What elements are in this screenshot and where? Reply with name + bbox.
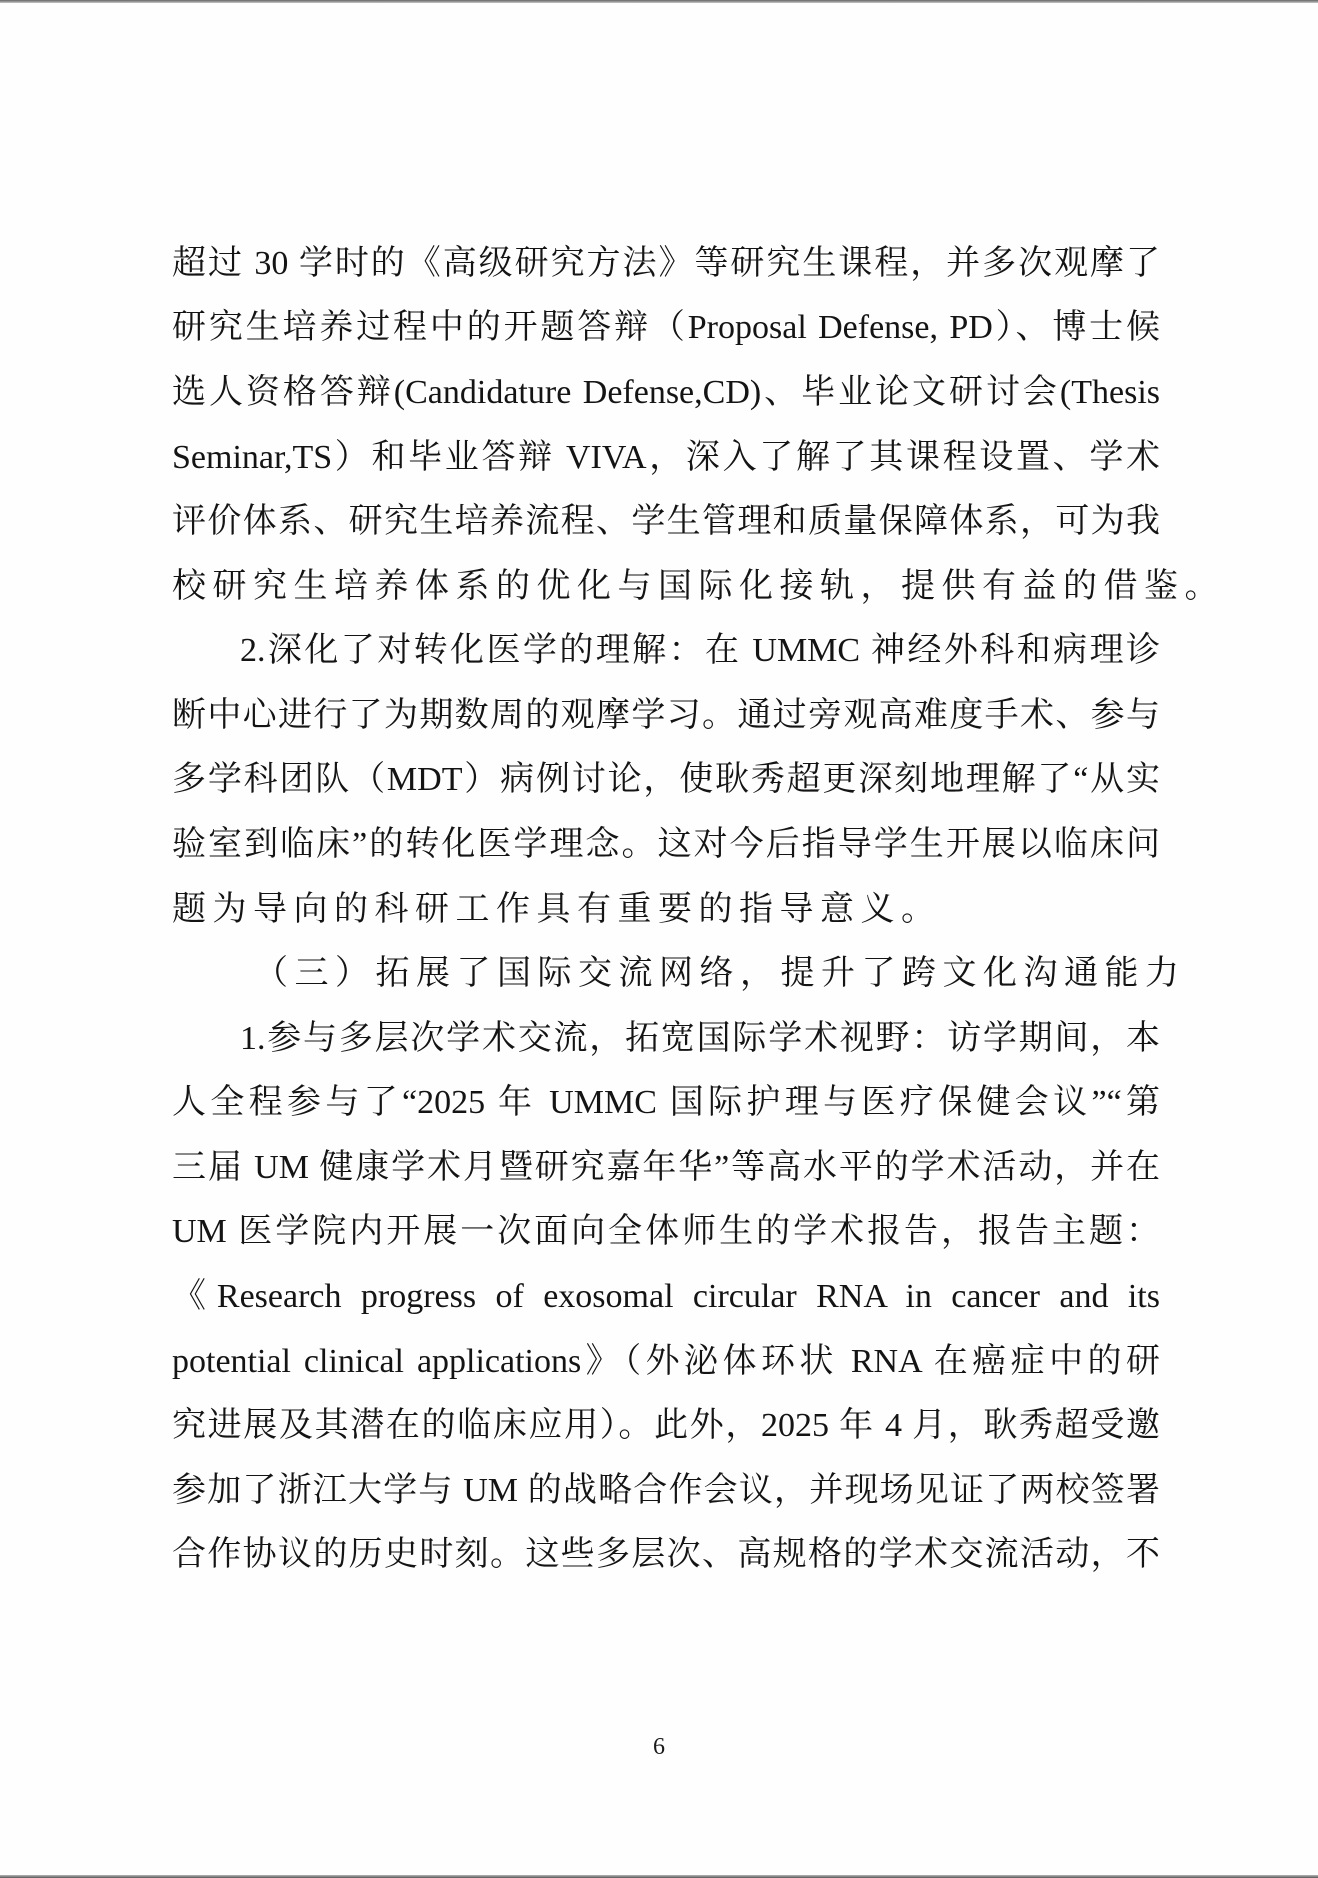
paragraph-first-line: 1.参与多层次学术交流，拓宽国际学术视野：访学期间，本 bbox=[240, 1020, 1160, 1057]
text-line: 三届 UM 健康学术月暨研究嘉年华”等高水平的学术活动，并在 bbox=[172, 1149, 1160, 1186]
text-line: 《Research progress of exosomal circular RNA in cancer and its bbox=[172, 1278, 1160, 1315]
page-number: 6 bbox=[653, 1734, 665, 1760]
text-line: 多学科团队（MDT）病例讨论，使耿秀超更深刻地理解了“从实 bbox=[172, 761, 1160, 798]
text-line: Seminar,TS）和毕业答辩 VIVA，深入了解了其课程设置、学术 bbox=[172, 439, 1160, 476]
text-line: 选人资格答辩(Candidature Defense,CD)、毕业论文研讨会(Thesis bbox=[172, 374, 1160, 411]
text-line: 评价体系、研究生培养流程、学生管理和质量保障体系，可为我 bbox=[172, 503, 1160, 540]
paragraph-first-line: 2.深化了对转化医学的理解：在 UMMC 神经外科和病理诊 bbox=[240, 632, 1160, 669]
text-line: 研究生培养过程中的开题答辩（Proposal Defense, PD）、博士候 bbox=[172, 309, 1160, 346]
text-line: 参加了浙江大学与 UM 的战略合作会议，并现场见证了两校签署 bbox=[172, 1472, 1160, 1509]
text-line: 超过 30 学时的《高级研究方法》等研究生课程，并多次观摩了 bbox=[172, 245, 1160, 282]
text-line: 断中心进行了为期数周的观摩学习。通过旁观高难度手术、参与 bbox=[172, 697, 1160, 734]
section-heading: （三）拓展了国际交流网络，提升了跨文化沟通能力 bbox=[254, 955, 1186, 992]
text-line: 究进展及其潜在的临床应用）。此外，2025 年 4 月，耿秀超受邀 bbox=[172, 1407, 1160, 1444]
text-line: 合作协议的历史时刻。这些多层次、高规格的学术交流活动，不 bbox=[172, 1536, 1160, 1573]
text-line: 校研究生培养体系的优化与国际化接轨，提供有益的借鉴。 bbox=[172, 568, 1225, 605]
text-line: 题为导向的科研工作具有重要的指导意义。 bbox=[172, 891, 942, 928]
scan-edge-top bbox=[0, 0, 1318, 3]
text-line: 验室到临床”的转化医学理念。这对今后指导学生开展以临床问 bbox=[172, 826, 1160, 863]
text-line: UM 医学院内开展一次面向全体师生的学术报告，报告主题： bbox=[172, 1213, 1160, 1250]
text-line: 人全程参与了“2025 年 UMMC 国际护理与医疗保健会议”“第 bbox=[172, 1084, 1160, 1121]
text-line: potential clinical applications》（外泌体环状 RNA 在癌症中的研 bbox=[172, 1343, 1160, 1380]
